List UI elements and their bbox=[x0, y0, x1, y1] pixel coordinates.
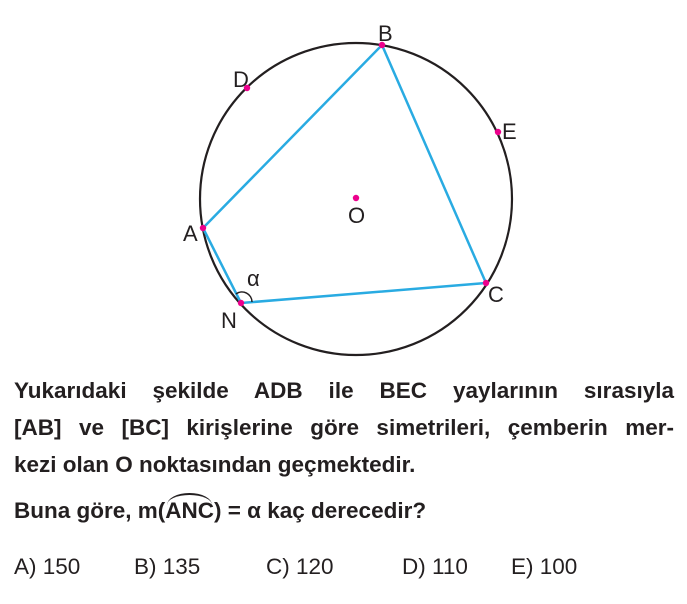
label-A: A bbox=[183, 221, 198, 246]
prompt-pre: Buna göre, m( bbox=[14, 498, 166, 523]
prompt-post: ) = α kaç derecedir? bbox=[214, 498, 427, 523]
label-N: N bbox=[221, 308, 237, 333]
label-O: O bbox=[348, 203, 366, 228]
choice-d[interactable]: D) 110 bbox=[402, 554, 468, 579]
arc-ANC: ANC bbox=[165, 498, 215, 523]
choice-e[interactable]: E) 100 bbox=[511, 554, 578, 579]
choice-a[interactable]: A) 150 bbox=[14, 554, 81, 579]
question-text bbox=[14, 372, 674, 483]
question-line-1: Yukarıdaki şekilde ADB ile BEC yaylarının sırasıyla bbox=[14, 378, 674, 403]
point-N bbox=[238, 300, 244, 306]
choice-c[interactable]: C) 120 bbox=[266, 554, 334, 579]
choice-b[interactable]: B) 135 bbox=[134, 554, 201, 579]
label-D: D bbox=[233, 67, 249, 92]
label-B: B bbox=[378, 21, 393, 46]
point-A bbox=[200, 225, 206, 231]
question-line-2: [AB] ve [BC] kirişlerine göre simetrileri, çemberin mer- bbox=[14, 415, 674, 440]
label-C: C bbox=[488, 282, 504, 307]
point-E bbox=[495, 129, 501, 135]
question-prompt bbox=[14, 498, 426, 524]
point-O bbox=[353, 195, 359, 201]
label-alpha: α bbox=[247, 266, 260, 291]
label-E: E bbox=[502, 119, 517, 144]
question-line-3: kezi olan O noktasından geçmektedir. bbox=[14, 452, 416, 477]
